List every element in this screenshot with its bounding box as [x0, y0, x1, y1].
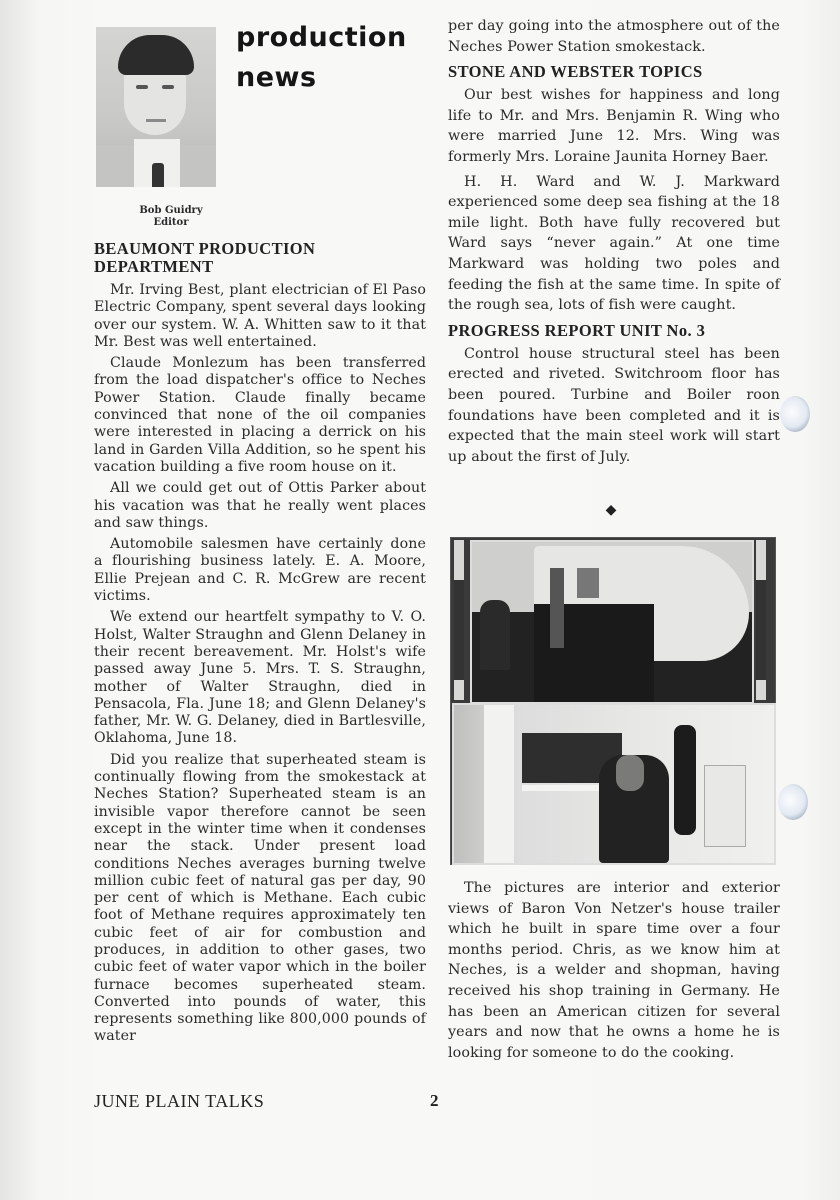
left-column: [94, 240, 426, 1050]
masthead-line-1: production: [236, 22, 407, 53]
paragraph-continuation: per day going into the atmosphere out of the Neches Power Station smokestack.: [448, 18, 780, 55]
binder-hole-icon: [778, 784, 808, 820]
paragraph: All we could get out of Ottis Parker about his vacation was that he really went places and saw things.: [94, 480, 426, 531]
trailer-exterior-photo: [470, 540, 754, 704]
editor-title: Editor: [153, 217, 189, 228]
diamond-divider-icon: ◆: [605, 502, 617, 518]
photo-border-left: [454, 540, 464, 700]
paragraph: We extend our heartfelt sympathy to V. O. Holst, Walter Straughn and Glenn Delaney in their recent bereavement. Mr. Holst's wife passed away June 5. Mrs. T. S. Straughn, mother of Walter Straughn, died in Pensacola, Fla. June 18; and Glenn Delaney's father, Mr. W. G. Delaney, died in Bartlesville, Oklahoma, June 18.: [94, 609, 426, 747]
editor-name: Bob Guidry: [139, 205, 203, 216]
paragraph: Control house structural steel has been erected and riveted. Switchroom floor has been poured. Turbine and Boiler roon foundations have been completed and it is expected that the main steel work will start up about the first of July.: [448, 345, 780, 465]
section-heading-progress-report: PROGRESS REPORT UNIT No. 3: [448, 320, 706, 340]
paragraph: Our best wishes for happiness and long life to Mr. and Mrs. Benjamin R. Wing who were married June 12. Mrs. Wing was formerly Mrs. Loraine Jaunita Horney Baer.: [448, 87, 780, 165]
paragraph: Mr. Irving Best, plant electrician of El Paso Electric Company, spent several days looking over our system. W. A. Whitten saw to it that Mr. Best was well entertained.: [94, 282, 426, 350]
paragraph: The pictures are interior and exterior views of Baron Von Netzer's house trailer which he built in spare time over a four months period. Chris, as we know him at Neches, is a welder and shopman, having received his shop training in Germany. He has been an American citizen for several years and now that he owns a home he is looking for someone to do the cooking.: [448, 880, 780, 1061]
masthead-title: [236, 18, 407, 98]
paragraph: H. H. Ward and W. J. Markward experienced some deep sea fishing at the 18 mile light. Both have fully recovered but Ward says “never again.” At one time Markward was holding two poles and feeding the fish at the same time. In spite of the rough sea, lots of fish were caught.: [448, 173, 780, 314]
editor-caption: [96, 205, 246, 229]
trailer-article: [448, 878, 780, 1067]
trailer-interior-photo: [452, 703, 776, 865]
right-column: [448, 16, 780, 471]
paragraph: Claude Monlezum has been transferred from the load dispatcher's office to Neches Power Station. Claude finally became convinced that none of the oil companies were interested in placing a derrick on his land in Garden Villa Addition, so he spent his vacation building a five room house on it.: [94, 355, 426, 475]
paragraph: Automobile salesmen have certainly done a flourishing business lately. E. A. Moore, Ellie Prejean and C. R. McGrew are recent victims.: [94, 536, 426, 605]
binder-hole-icon: [780, 396, 810, 432]
paragraph: Did you realize that superheated steam is continually flowing from the smokestack at Neches Station? Superheated steam is an invisible vapor therefore cannot be seen except in the winter time when it condenses near the stack. Under present load conditions Neches averages burning twelve million cubic feet of natural gas per day, 90 per cent of which is Methane. Each cubic foot of Methane requires approximately ten cubic feet of air for combustion and produces, in addition to other gases, two cubic feet of water vapor which in the boiler furnace becomes superheated steam. Converted into pounds of water, this represents something like 800,000 pounds of water: [94, 751, 426, 1045]
masthead-line-2: news: [236, 62, 317, 93]
section-heading-beaumont: BEAUMONT PRODUCTION DEPARTMENT: [94, 239, 316, 276]
editor-portrait-photo: [96, 27, 216, 187]
section-heading-stone-webster: STONE AND WEBSTER TOPICS: [448, 62, 703, 82]
page-number: 2: [430, 1091, 439, 1110]
photo-border-right: [756, 540, 766, 700]
publication-title: JUNE PLAIN TALKS: [94, 1091, 265, 1111]
